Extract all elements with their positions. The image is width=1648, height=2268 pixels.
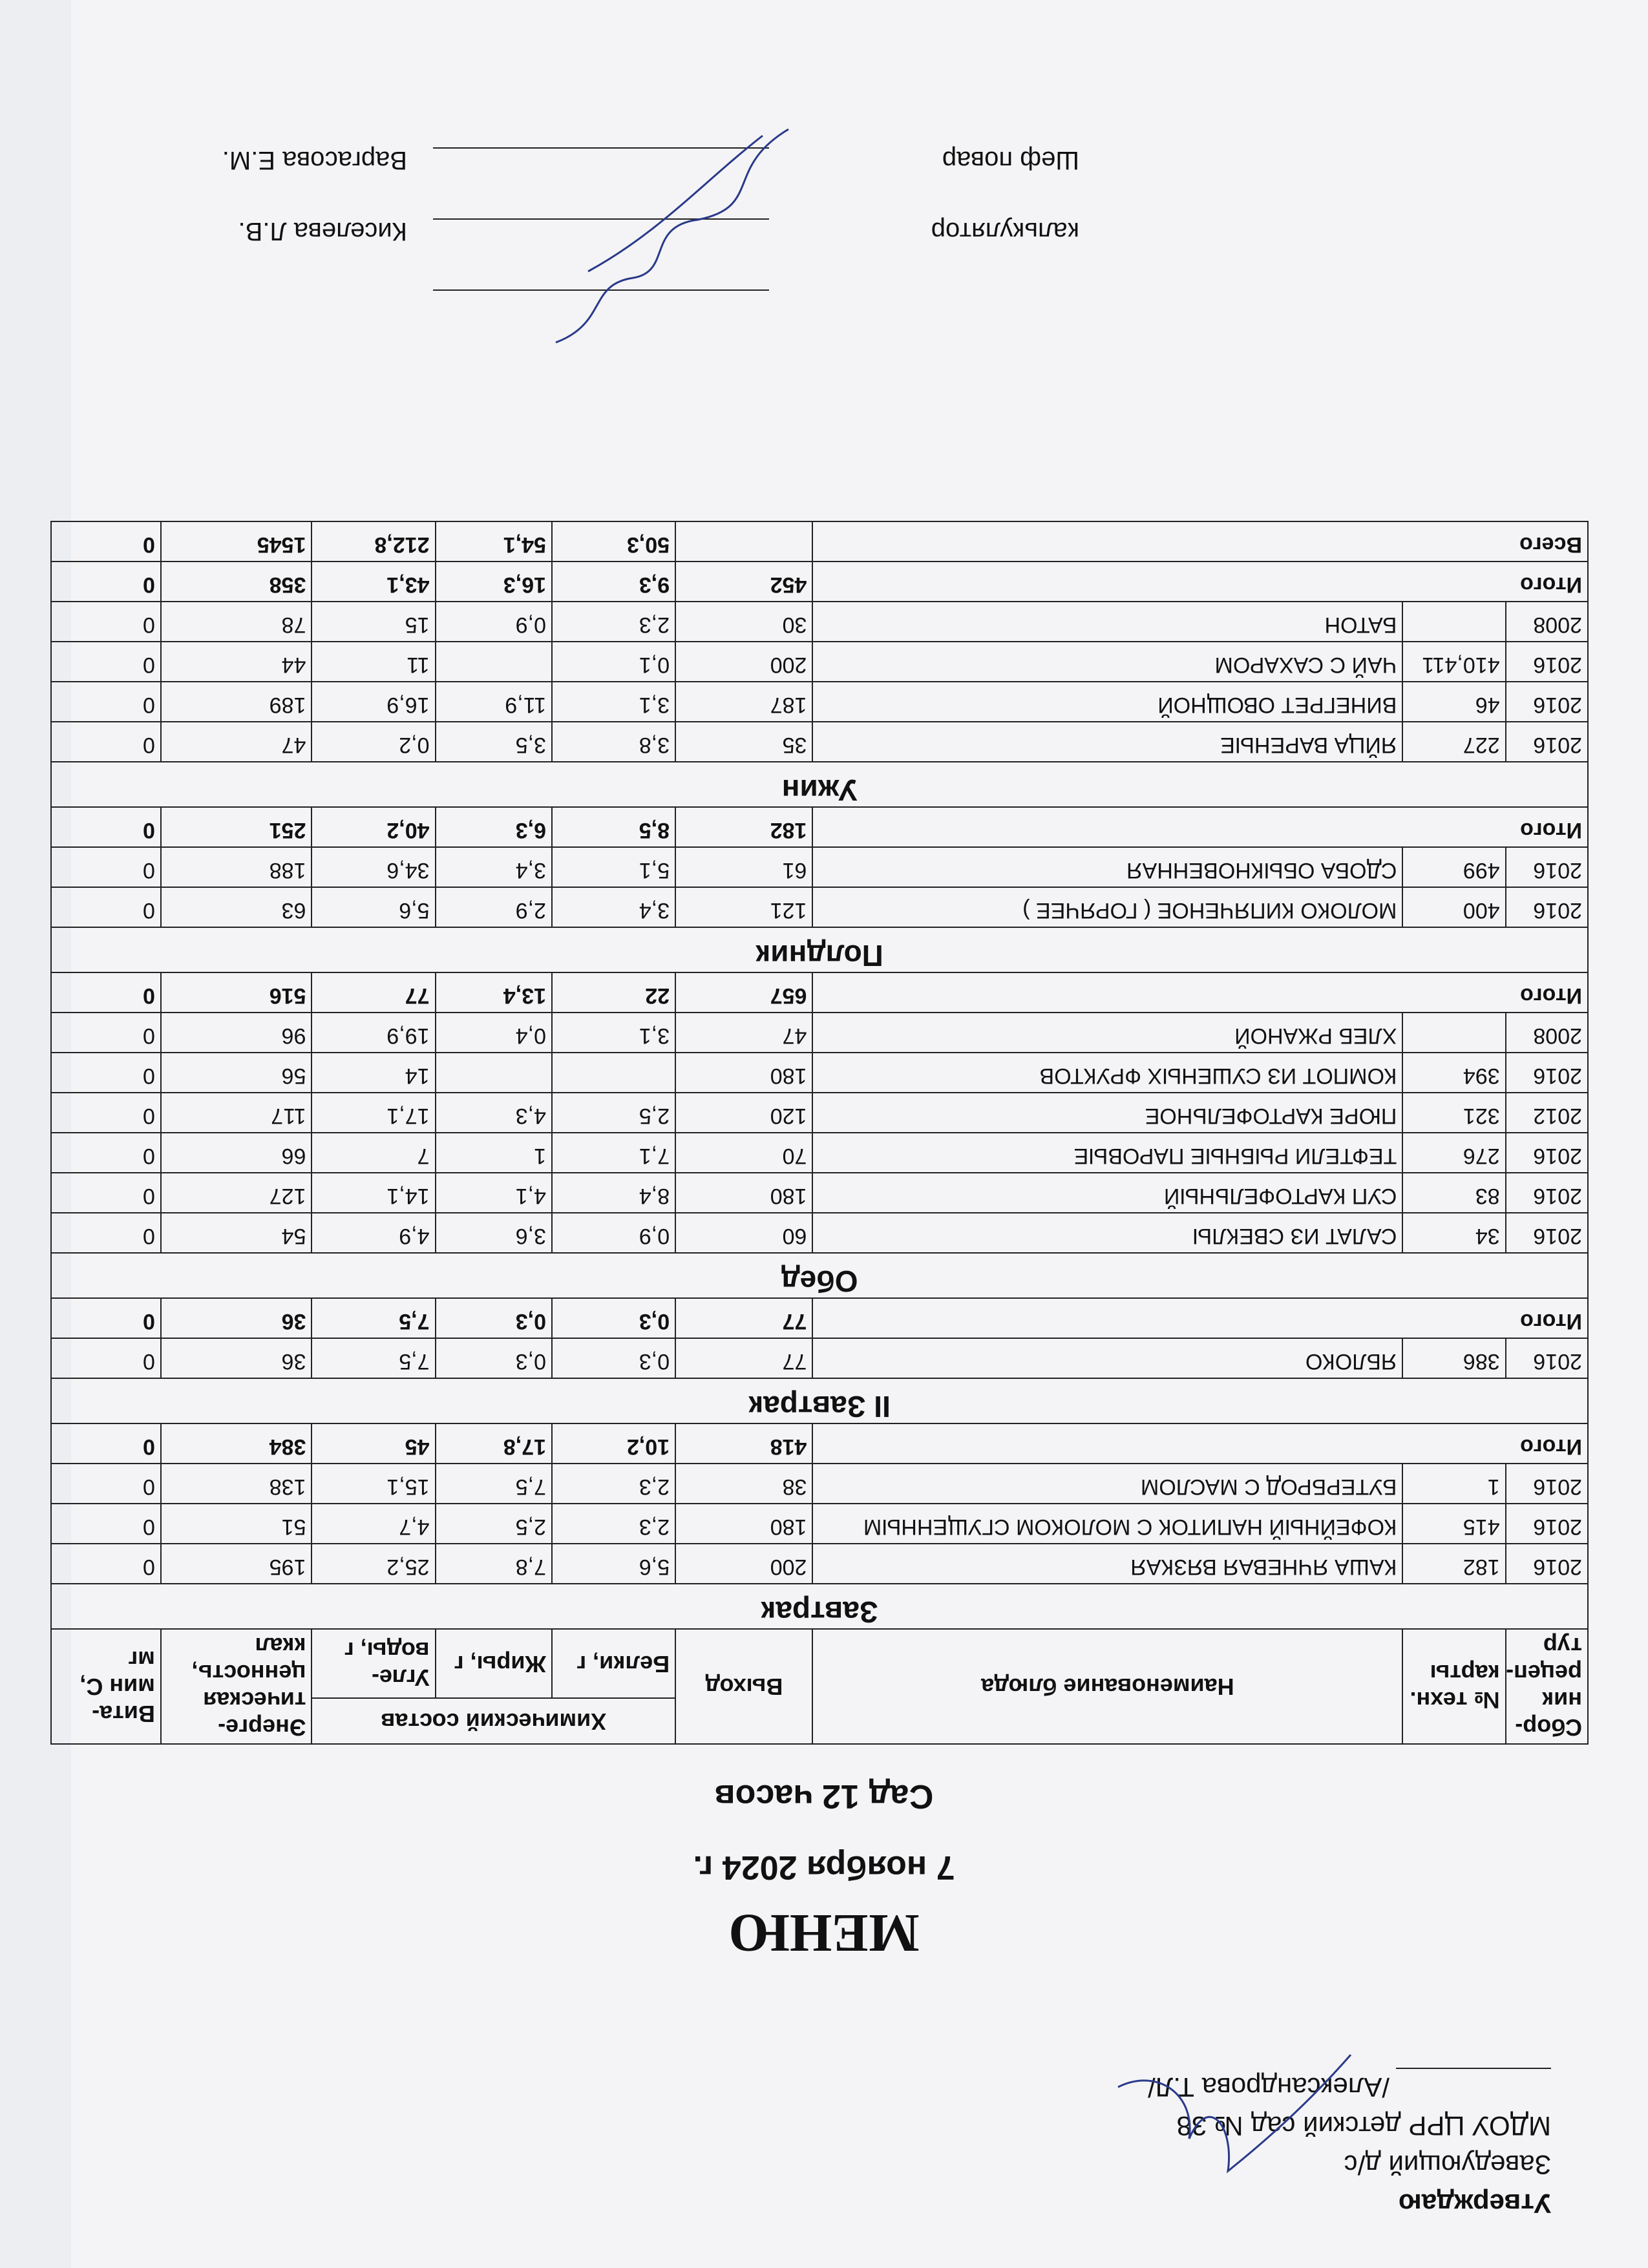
cell-energy: 56 xyxy=(161,1053,312,1093)
cell-yield: 77 xyxy=(675,1338,812,1378)
cell-vitamin: 0 xyxy=(51,1213,161,1253)
cell-card: 34 xyxy=(1402,1213,1505,1253)
total-protein: 22 xyxy=(552,972,675,1013)
approval-label: Утверждаю xyxy=(1398,2189,1551,2219)
table-row xyxy=(51,1093,1588,1133)
total-label: Итого xyxy=(812,1298,1588,1338)
total-label: Итого xyxy=(812,807,1588,847)
total-label: Итого xyxy=(812,1423,1588,1464)
page-title: МЕНЮ xyxy=(728,1903,920,1963)
cell-protein: 3,1 xyxy=(552,1013,675,1053)
table-row xyxy=(51,1173,1588,1213)
cell-protein: 7,1 xyxy=(552,1133,675,1173)
cell-carbs: 17,1 xyxy=(312,1093,435,1133)
table-row xyxy=(51,1504,1588,1544)
cell-dish: БАТОН xyxy=(812,602,1402,642)
total-protein: 0,3 xyxy=(552,1298,675,1338)
cell-vitamin: 0 xyxy=(51,1338,161,1378)
cell-carbs: 34,6 xyxy=(312,847,435,887)
cell-card: 400 xyxy=(1402,887,1505,927)
cell-vitamin: 0 xyxy=(51,722,161,762)
cell-vitamin: 0 xyxy=(51,887,161,927)
cell-yield: 180 xyxy=(675,1053,812,1093)
cell-card: 46 xyxy=(1402,682,1505,722)
cell-card xyxy=(1402,1013,1505,1053)
total-row xyxy=(51,807,1588,847)
cell-yield: 61 xyxy=(675,847,812,887)
grand-total-row xyxy=(51,521,1588,562)
cell-card: 386 xyxy=(1402,1338,1505,1378)
cell-card: 83 xyxy=(1402,1173,1505,1213)
table-row xyxy=(51,887,1588,927)
cell-yield: 180 xyxy=(675,1504,812,1544)
total-vitamin: 0 xyxy=(51,562,161,602)
total-vitamin: 0 xyxy=(51,1298,161,1338)
cell-fat: 3,4 xyxy=(436,847,552,887)
cell-yield: 70 xyxy=(675,1133,812,1173)
header-energy: Энерге-тическая ценность, ккал xyxy=(161,1629,312,1744)
page-subtitle: Сад 12 часов xyxy=(714,1778,934,1815)
approval-position: Заведующий д/с xyxy=(1344,2150,1551,2180)
cell-card: 276 xyxy=(1402,1133,1505,1173)
section-row xyxy=(51,1253,1588,1298)
chef-signature xyxy=(530,116,801,349)
cell-carbs: 5,6 xyxy=(312,887,435,927)
cell-year: 2008 xyxy=(1506,602,1588,642)
cell-fat: 0,4 xyxy=(436,1013,552,1053)
cell-carbs: 0,2 xyxy=(312,722,435,762)
cell-vitamin: 0 xyxy=(51,1173,161,1213)
menu-table-body xyxy=(51,521,1588,1629)
header-chem: Химический состав xyxy=(312,1698,675,1744)
cell-card: 227 xyxy=(1402,722,1505,762)
signature-line xyxy=(1396,2068,1551,2095)
cell-energy: 63 xyxy=(161,887,312,927)
grand-total-label: Всего xyxy=(812,521,1588,562)
total-vitamin: 0 xyxy=(51,1423,161,1464)
cell-dish: КОМПОТ ИЗ СУШЕНЫХ ФРУКТОВ xyxy=(812,1053,1402,1093)
table-row xyxy=(51,642,1588,682)
cell-energy: 189 xyxy=(161,682,312,722)
total-carbs: 45 xyxy=(312,1423,435,1464)
cell-year: 2016 xyxy=(1506,1338,1588,1378)
cell-carbs: 7,5 xyxy=(312,1338,435,1378)
cell-fat: 11,9 xyxy=(436,682,552,722)
cell-yield: 35 xyxy=(675,722,812,762)
cell-card: 394 xyxy=(1402,1053,1505,1093)
grand-total-protein: 50,3 xyxy=(552,521,675,562)
signature-name: Киселева Л.В. xyxy=(238,217,407,246)
cell-dish: ПЮРЕ КАРТОФЕЛЬНОЕ xyxy=(812,1093,1402,1133)
total-fat: 0,3 xyxy=(436,1298,552,1338)
header-protein: Белки, г xyxy=(552,1629,675,1698)
total-carbs: 40,2 xyxy=(312,807,435,847)
cell-energy: 96 xyxy=(161,1013,312,1053)
cell-dish: КАША ЯЧНЕВАЯ ВЯЗКАЯ xyxy=(812,1544,1402,1584)
cell-yield: 120 xyxy=(675,1093,812,1133)
section-title: Обед xyxy=(51,1253,1588,1298)
grand-total-fat: 54,1 xyxy=(436,521,552,562)
header-collection: Сбор-ник рецеп-тур xyxy=(1506,1629,1588,1744)
table-row xyxy=(51,1544,1588,1584)
section-title: Завтрак xyxy=(51,1584,1588,1629)
cell-fat: 1 xyxy=(436,1133,552,1173)
cell-vitamin: 0 xyxy=(51,642,161,682)
cell-card: 1 xyxy=(1402,1464,1505,1504)
signature-role: калькулятор xyxy=(931,217,1079,246)
cell-dish: САЛАТ ИЗ СВЕКЛЫ xyxy=(812,1213,1402,1253)
cell-yield: 187 xyxy=(675,682,812,722)
approval-org: МДОУ ЦРР детский сад № 38 xyxy=(1176,2111,1551,2141)
cell-protein: 2,3 xyxy=(552,1464,675,1504)
signature-name: Варгасова Е.М. xyxy=(222,146,407,174)
cell-fat: 2,9 xyxy=(436,887,552,927)
total-yield: 452 xyxy=(675,562,812,602)
grand-total-energy: 1545 xyxy=(161,521,312,562)
cell-protein: 0,3 xyxy=(552,1338,675,1378)
total-vitamin: 0 xyxy=(51,807,161,847)
cell-carbs: 19,9 xyxy=(312,1013,435,1053)
cell-fat: 7,5 xyxy=(436,1464,552,1504)
header-carbs: Угле-воды, г xyxy=(312,1629,435,1698)
page-date: 7 ноября 2024 г. xyxy=(693,1849,955,1886)
total-carbs: 7,5 xyxy=(312,1298,435,1338)
total-yield: 182 xyxy=(675,807,812,847)
cell-fat: 3,6 xyxy=(436,1213,552,1253)
cell-fat xyxy=(436,642,552,682)
total-fat: 6,3 xyxy=(436,807,552,847)
section-row xyxy=(51,1584,1588,1629)
cell-card: 415 xyxy=(1402,1504,1505,1544)
table-row xyxy=(51,722,1588,762)
cell-dish: ЧАЙ С САХАРОМ xyxy=(812,642,1402,682)
cell-energy: 127 xyxy=(161,1173,312,1213)
cell-energy: 44 xyxy=(161,642,312,682)
cell-carbs: 14 xyxy=(312,1053,435,1093)
cell-dish: ХЛЕБ РЖАНОЙ xyxy=(812,1013,1402,1053)
cell-energy: 51 xyxy=(161,1504,312,1544)
cell-year: 2008 xyxy=(1506,1013,1588,1053)
total-yield: 77 xyxy=(675,1298,812,1338)
cell-carbs: 16,9 xyxy=(312,682,435,722)
table-row xyxy=(51,1133,1588,1173)
cell-carbs: 4,7 xyxy=(312,1504,435,1544)
cell-fat: 0,3 xyxy=(436,1338,552,1378)
cell-yield: 200 xyxy=(675,1544,812,1584)
cell-vitamin: 0 xyxy=(51,1013,161,1053)
cell-year: 2016 xyxy=(1506,1504,1588,1544)
cell-energy: 47 xyxy=(161,722,312,762)
total-energy: 36 xyxy=(161,1298,312,1338)
total-row xyxy=(51,562,1588,602)
cell-vitamin: 0 xyxy=(51,602,161,642)
cell-energy: 54 xyxy=(161,1213,312,1253)
cell-protein: 2,5 xyxy=(552,1093,675,1133)
total-carbs: 77 xyxy=(312,972,435,1013)
section-title: II Завтрак xyxy=(51,1378,1588,1423)
total-fat: 13,4 xyxy=(436,972,552,1013)
cell-vitamin: 0 xyxy=(51,1093,161,1133)
cell-yield: 38 xyxy=(675,1464,812,1504)
cell-energy: 36 xyxy=(161,1338,312,1378)
header-fat: Жиры, г xyxy=(436,1629,552,1698)
cell-carbs: 11 xyxy=(312,642,435,682)
cell-carbs: 7 xyxy=(312,1133,435,1173)
cell-yield: 30 xyxy=(675,602,812,642)
cell-year: 2016 xyxy=(1506,847,1588,887)
cell-card: 321 xyxy=(1402,1093,1505,1133)
header-card: № техн. карты xyxy=(1402,1629,1505,1744)
cell-yield: 121 xyxy=(675,887,812,927)
total-row xyxy=(51,972,1588,1013)
cell-energy: 78 xyxy=(161,602,312,642)
cell-protein: 0,1 xyxy=(552,642,675,682)
cell-fat: 4,3 xyxy=(436,1093,552,1133)
cell-fat: 2,5 xyxy=(436,1504,552,1544)
cell-vitamin: 0 xyxy=(51,682,161,722)
table-row xyxy=(51,1338,1588,1378)
cell-dish: ВИНЕГРЕТ ОВОЩНОЙ xyxy=(812,682,1402,722)
section-row xyxy=(51,1378,1588,1423)
section-title: Полдник xyxy=(51,927,1588,972)
table-row xyxy=(51,847,1588,887)
cell-year: 2016 xyxy=(1506,1213,1588,1253)
cell-protein: 2,3 xyxy=(552,1504,675,1544)
cell-vitamin: 0 xyxy=(51,1133,161,1173)
cell-card: 182 xyxy=(1402,1544,1505,1584)
section-row xyxy=(51,762,1588,807)
cell-dish: БУТЕРБРОД С МАСЛОМ xyxy=(812,1464,1402,1504)
cell-yield: 47 xyxy=(675,1013,812,1053)
cell-protein: 5,6 xyxy=(552,1544,675,1584)
cell-year: 2016 xyxy=(1506,722,1588,762)
cell-carbs: 25,2 xyxy=(312,1544,435,1584)
cell-energy: 188 xyxy=(161,847,312,887)
cell-year: 2016 xyxy=(1506,642,1588,682)
total-energy: 516 xyxy=(161,972,312,1013)
director-signature xyxy=(1112,2029,1357,2184)
total-vitamin: 0 xyxy=(51,972,161,1013)
cell-energy: 117 xyxy=(161,1093,312,1133)
cell-fat xyxy=(436,1053,552,1093)
cell-dish: СУП КАРТОФЕЛЬНЫЙ xyxy=(812,1173,1402,1213)
total-yield: 657 xyxy=(675,972,812,1013)
cell-dish: ЯБЛОКО xyxy=(812,1338,1402,1378)
total-protein: 10,2 xyxy=(552,1423,675,1464)
cell-card: 499 xyxy=(1402,847,1505,887)
approval-signer: /Александрова Т.Л/ xyxy=(1148,2072,1389,2103)
cell-year: 2016 xyxy=(1506,1053,1588,1093)
cell-vitamin: 0 xyxy=(51,1053,161,1093)
header-vitamin: Вита-мин С, мг xyxy=(51,1629,161,1744)
cell-protein: 0,9 xyxy=(552,1213,675,1253)
cell-yield: 60 xyxy=(675,1213,812,1253)
cell-yield: 200 xyxy=(675,642,812,682)
cell-carbs: 14,1 xyxy=(312,1173,435,1213)
cell-fat: 3,5 xyxy=(436,722,552,762)
cell-yield: 180 xyxy=(675,1173,812,1213)
cell-year: 2016 xyxy=(1506,1173,1588,1213)
grand-total-vitamin: 0 xyxy=(51,521,161,562)
table-row xyxy=(51,1013,1588,1053)
cell-year: 2016 xyxy=(1506,1133,1588,1173)
cell-fat: 0,9 xyxy=(436,602,552,642)
cell-vitamin: 0 xyxy=(51,847,161,887)
cell-vitamin: 0 xyxy=(51,1544,161,1584)
table-row xyxy=(51,1053,1588,1093)
cell-energy: 195 xyxy=(161,1544,312,1584)
cell-protein: 3,1 xyxy=(552,682,675,722)
cell-dish: ТЕФТЕЛИ РЫБНЫЕ ПАРОВЫЕ xyxy=(812,1133,1402,1173)
cell-protein: 2,3 xyxy=(552,602,675,642)
cell-card: 410,411 xyxy=(1402,642,1505,682)
cell-carbs: 15,1 xyxy=(312,1464,435,1504)
cell-carbs: 4,9 xyxy=(312,1213,435,1253)
cell-protein: 3,4 xyxy=(552,887,675,927)
cell-card xyxy=(1402,602,1505,642)
cell-vitamin: 0 xyxy=(51,1504,161,1544)
signatures-block xyxy=(174,123,1079,336)
table-row xyxy=(51,1213,1588,1253)
section-row xyxy=(51,927,1588,972)
total-carbs: 43,1 xyxy=(312,562,435,602)
total-energy: 384 xyxy=(161,1423,312,1464)
cell-fat: 7,8 xyxy=(436,1544,552,1584)
grand-total-yield xyxy=(675,521,812,562)
table-row xyxy=(51,602,1588,642)
signature-role: Шеф повар xyxy=(942,146,1079,174)
total-yield: 418 xyxy=(675,1423,812,1464)
header-dish: Наименование блюда xyxy=(812,1629,1402,1744)
cell-energy: 138 xyxy=(161,1464,312,1504)
table-row xyxy=(51,1464,1588,1504)
total-protein: 9,3 xyxy=(552,562,675,602)
cell-protein: 3,8 xyxy=(552,722,675,762)
cell-dish: КОФЕЙНЫЙ НАПИТОК С МОЛОКОМ СГУЩЕННЫМ xyxy=(812,1504,1402,1544)
cell-dish: МОЛОКО КИПЯЧЕНОЕ ( ГОРЯЧЕЕ ) xyxy=(812,887,1402,927)
total-energy: 251 xyxy=(161,807,312,847)
cell-protein xyxy=(552,1053,675,1093)
cell-protein: 8,4 xyxy=(552,1173,675,1213)
cell-vitamin: 0 xyxy=(51,1464,161,1504)
section-title: Ужин xyxy=(51,762,1588,807)
cell-year: 2016 xyxy=(1506,682,1588,722)
cell-dish: СДОБА ОБЫКНОВЕННАЯ xyxy=(812,847,1402,887)
header-yield: Выход xyxy=(675,1629,812,1744)
cell-year: 2016 xyxy=(1506,1464,1588,1504)
total-label: Итого xyxy=(812,562,1588,602)
total-label: Итого xyxy=(812,972,1588,1013)
cell-dish: ЯЙЦА ВАРЕНЫЕ xyxy=(812,722,1402,762)
total-fat: 16,3 xyxy=(436,562,552,602)
total-row xyxy=(51,1298,1588,1338)
grand-total-carbs: 212,8 xyxy=(312,521,435,562)
total-energy: 358 xyxy=(161,562,312,602)
cell-protein: 5,1 xyxy=(552,847,675,887)
total-protein: 8,5 xyxy=(552,807,675,847)
cell-year: 2012 xyxy=(1506,1093,1588,1133)
cell-energy: 66 xyxy=(161,1133,312,1173)
total-row xyxy=(51,1423,1588,1464)
cell-fat: 4,1 xyxy=(436,1173,552,1213)
approval-block xyxy=(1060,2068,1551,2223)
cell-year: 2016 xyxy=(1506,887,1588,927)
table-row xyxy=(51,682,1588,722)
cell-carbs: 15 xyxy=(312,602,435,642)
menu-table xyxy=(50,521,1589,1745)
cell-year: 2016 xyxy=(1506,1544,1588,1584)
total-fat: 17,8 xyxy=(436,1423,552,1464)
